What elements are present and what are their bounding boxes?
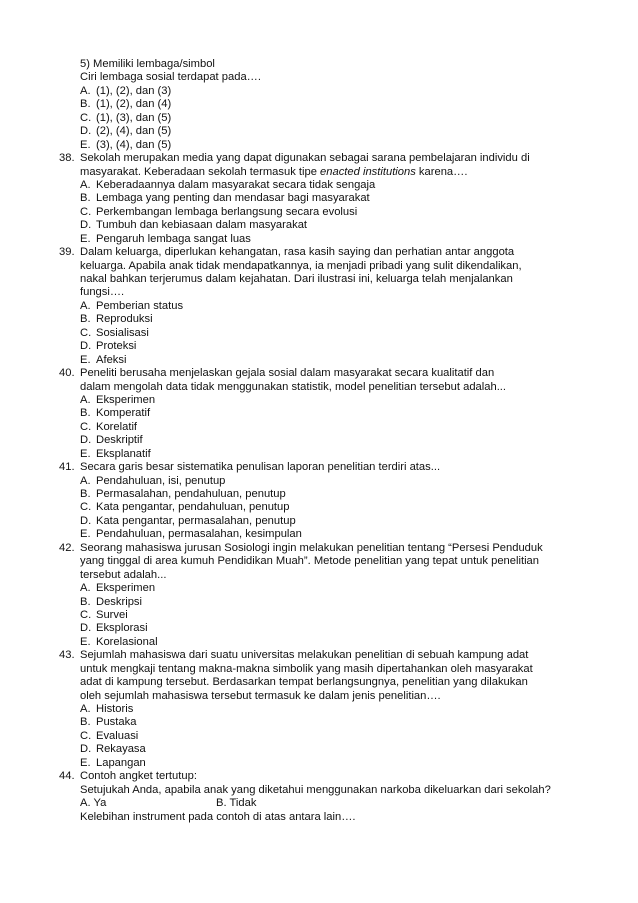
question-text: yang tinggal di area kumuh Pendidikan Muah”. Metode penelitian yang tepat untuk penelitian [80,555,539,568]
question-text: Sekolah merupakan media yang dapat digunakan sebagai sarana pembelajaran individu di [80,152,530,165]
option-b [0,313,638,326]
question-number: 41. [59,461,75,474]
option-text: Pengaruh lembaga sangat luas [96,232,251,245]
question-41 [0,461,638,474]
question-number: 44. [59,770,75,783]
option-a [0,582,638,595]
option-text: Tumbuh dan kebiasaan dalam masyarakat [96,219,308,232]
option-text: Pustaka [96,716,137,729]
question-text-line [0,676,638,689]
question-text-line [0,381,638,394]
question-text-line [0,690,638,703]
option-text: Sosialisasi [96,326,149,339]
option-letter: C. [80,111,92,124]
option-letter: B. [80,716,91,729]
option-letter: D. [80,514,92,527]
emphasis-text: enacted institutions [320,165,416,178]
question-text: adat di kampung tersebut. Berdasarkan tempat berlangsungnya, penelitian yang dilakukan [80,676,528,689]
question-number: 38. [59,152,75,165]
question-text-line [0,811,638,824]
document-page [0,58,638,824]
option-letter: A. [80,474,91,487]
option-letter: A. [80,299,91,312]
option-letter: E. [80,528,91,541]
option-letter: D. [80,622,92,635]
option-text: Deskriptif [96,434,143,447]
question-number: 43. [59,649,75,662]
option-text: Historis [96,703,134,715]
option-letter: B. [80,407,91,420]
question-text: Ciri lembaga sosial terdapat pada…. [80,71,261,84]
inline-options [0,797,638,810]
option-letter: A. [80,582,91,595]
item-text: 5) Memiliki lembaga/simbol [80,58,215,70]
option-d [0,219,638,232]
option-text: Perkembangan lembaga berlangsung secara evolusi [96,205,358,218]
question-stem [0,71,638,84]
option-c [0,730,638,743]
question-40 [0,367,638,380]
question-text: Contoh angket tertutup: [80,770,197,783]
option-letter: B. [80,192,91,205]
question-text: Setujukah Anda, apabila anak yang diketahui menggunakan narkoba dikeluarkan dari sekolah? [80,783,551,796]
question-text: Sejumlah mahasiswa dari suatu universitas melakukan penelitian di sebuah kampung adat [80,649,529,662]
option-letter: E. [80,447,91,460]
option-e [0,528,638,541]
list-item [0,58,638,71]
option-c [0,112,638,125]
option-a [0,300,638,313]
question-text: Peneliti berusaha menjelaskan gejala sosial dalam masyarakat secara kualitatif dan [80,367,495,380]
question-text: oleh sejumlah mahasiswa tersebut termasuk ke dalam jenis penelitian…. [80,689,441,702]
option-e [0,233,638,246]
question-text-line [0,663,638,676]
question-number: 40. [59,367,75,380]
question-text: fungsi…. [80,286,125,299]
option-letter: A. [80,178,91,191]
option-d [0,434,638,447]
option-text: Kata pengantar, pendahuluan, penutup [96,501,290,514]
option-text: Lembaga yang penting dan mendasar bagi masyarakat [96,192,370,205]
question-43 [0,649,638,662]
option-letter: B. [80,488,91,500]
question-38 [0,152,638,165]
option-letter: B. [80,98,91,111]
question-text: Seorang mahasiswa jurusan Sosiologi ingin melakukan penelitian tentang “Persesi Penduduk [80,541,543,554]
option-d [0,743,638,756]
option-letter: C. [80,205,92,218]
question-text: dalam mengolah data tidak menggunakan statistik, model penelitian tersebut adalah... [80,380,507,393]
option-b: B. Tidak [216,797,257,810]
option-c [0,609,638,622]
option-text: (1), (2), dan (4) [96,98,172,111]
question-text-line [0,273,638,286]
option-text: Evaluasi [96,729,139,742]
option-letter: E. [80,635,91,648]
option-text: Afeksi [96,353,127,366]
option-letter: D. [80,743,92,756]
option-text: Pendahuluan, isi, penutup [96,474,226,487]
option-text: (1), (2), dan (3) [96,84,172,97]
option-letter: C. [80,608,92,621]
question-text: keluarga. Apabila anak tidak mendapatkannya, ia menjadi pribadi yang sulit dikendalikan, [80,259,522,272]
option-text: Pendahuluan, permasalahan, kesimpulan [96,528,302,541]
option-c [0,501,638,514]
option-b [0,488,638,501]
option-a [0,394,638,407]
question-text: masyarakat. Keberadaan sekolah termasuk tipe enacted institutions karena…. [80,165,468,178]
option-letter: C. [80,729,92,742]
option-letter: C. [80,326,92,339]
option-text: Rekayasa [96,743,146,756]
option-text: Pemberian status [96,299,184,312]
option-a [0,703,638,716]
option-text: Kata pengantar, permasalahan, penutup [96,514,296,527]
question-number: 39. [59,246,75,259]
question-42 [0,542,638,555]
question-39 [0,246,638,259]
option-text: Eksplanatif [96,447,151,460]
question-text: Secara garis besar sistematika penulisan laporan penelitian terdiri atas... [80,461,441,474]
option-b [0,98,638,111]
question-text-line [0,166,638,179]
option-a [0,475,638,488]
option-c [0,421,638,434]
option-letter: D. [80,434,92,447]
option-letter: A. [80,703,91,715]
option-text: Eksperimen [96,393,156,406]
question-number: 42. [59,541,75,554]
option-letter: E. [80,353,91,366]
option-text: Keberadaannya dalam masyarakat secara tidak sengaja [96,178,376,191]
option-letter: D. [80,219,92,232]
option-letter: E. [80,138,91,151]
option-b [0,596,638,609]
option-text: Korelatif [96,420,138,433]
option-letter: D. [80,340,92,353]
option-d [0,622,638,635]
option-d [0,515,638,528]
option-b [0,192,638,205]
option-letter: A. [80,84,91,97]
option-text: (3), (4), dan (5) [96,138,172,151]
option-c [0,327,638,340]
option-a [0,179,638,192]
question-text-line [0,555,638,568]
option-d [0,340,638,353]
option-text: Korelasional [96,635,158,648]
option-e [0,448,638,461]
question-text: Dalam keluarga, diperlukan kehangatan, rasa kasih saying dan perhatian antar anggota [80,246,515,259]
option-text: Deskripsi [96,595,143,608]
option-text: Komperatif [96,407,151,420]
option-text: (2), (4), dan (5) [96,125,172,138]
option-text: Eksperimen [96,582,156,595]
option-b [0,716,638,729]
option-e [0,139,638,152]
option-e [0,354,638,367]
option-b [0,407,638,420]
option-letter: B. [80,313,91,326]
option-letter: C. [80,420,92,433]
option-a: A. Ya [80,797,107,810]
option-letter: E. [80,232,91,245]
option-text: Lapangan [96,756,146,769]
question-text-line [0,260,638,273]
option-letter: E. [80,756,91,769]
option-a [0,85,638,98]
option-e [0,636,638,649]
option-letter: A. [80,393,91,406]
question-text-line [0,569,638,582]
option-text: Survei [96,608,128,621]
question-text: Kelebihan instrument pada contoh di atas antara lain…. [80,810,356,823]
question-text: tersebut adalah... [80,568,167,581]
option-text: Permasalahan, pendahuluan, penutup [96,488,286,500]
option-letter: B. [80,595,91,608]
option-text: Reproduksi [96,313,153,326]
question-text: untuk mengkaji tentang makna-makna simbolik yang masih dipertahankan oleh masyarakat [80,662,533,675]
option-d [0,125,638,138]
option-e [0,757,638,770]
question-text-line [0,286,638,299]
option-text: Eksplorasi [96,622,148,635]
option-letter: D. [80,125,92,138]
option-text: Proteksi [96,340,137,353]
option-c [0,206,638,219]
question-44 [0,770,638,783]
option-letter: C. [80,501,92,514]
question-text-line [0,784,638,797]
option-text: (1), (3), dan (5) [96,111,172,124]
question-text: nakal bahkan terjerumus dalam kejahatan. Dari ilustrasi ini, keluarga telah menjalankan [80,273,513,285]
